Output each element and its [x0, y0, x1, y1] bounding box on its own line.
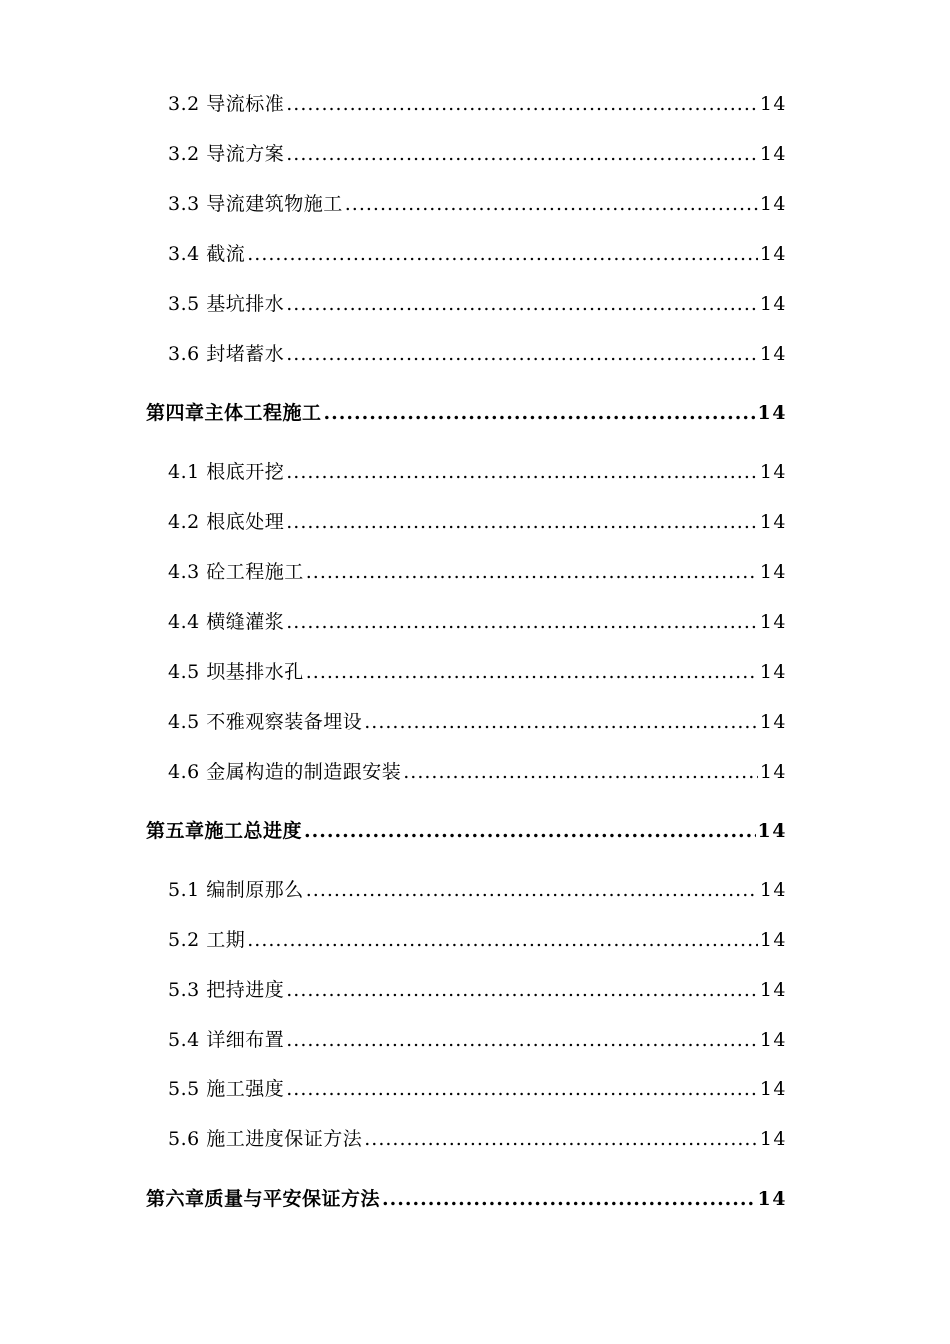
toc-entry-title: 5.2 工期: [168, 929, 246, 951]
toc-entry-page: 14: [759, 979, 787, 1001]
toc-dot-leader: [286, 458, 758, 486]
toc-dot-leader: [286, 340, 758, 368]
toc-entry-title: 4.2 根底处理: [168, 511, 285, 533]
toc-dot-leader: [286, 1075, 758, 1103]
toc-entry[interactable]: [168, 340, 787, 368]
toc-entry-page: 14: [759, 93, 787, 115]
toc-dot-leader: [403, 758, 758, 786]
toc-entry-page: 14: [757, 1188, 787, 1210]
toc-entry-page: 14: [759, 193, 787, 215]
toc-entry-title: 3.2 导流标准: [168, 93, 285, 115]
toc-entry-page: 14: [759, 293, 787, 315]
toc-dot-leader: [247, 240, 758, 268]
toc-entry-page: 14: [759, 243, 787, 265]
toc-entry-title: 第六章质量与平安保证方法: [146, 1188, 381, 1210]
toc-entry[interactable]: [168, 140, 787, 168]
toc-dot-leader: [364, 1125, 758, 1153]
toc-entry-page: 14: [757, 820, 787, 842]
toc-entry-title: 4.3 砼工程施工: [168, 561, 304, 583]
toc-entry[interactable]: [168, 608, 787, 636]
toc-entry-title: 3.5 基坑排水: [168, 293, 285, 315]
toc-entry-title: 5.6 施工进度保证方法: [168, 1128, 363, 1150]
toc-dot-leader: [247, 926, 758, 954]
toc-entry[interactable]: [168, 508, 787, 536]
toc-entry[interactable]: [168, 976, 787, 1004]
toc-dot-leader: [306, 876, 758, 904]
toc-dot-leader: [286, 608, 758, 636]
toc-entry[interactable]: [168, 708, 787, 736]
toc-entry-page: 14: [759, 1128, 787, 1150]
toc-entry[interactable]: [168, 240, 787, 268]
toc-entry[interactable]: [168, 876, 787, 904]
toc-dot-leader: [286, 290, 758, 318]
toc-entry-title: 3.6 封堵蓄水: [168, 343, 285, 365]
toc-entry-page: 14: [757, 402, 787, 424]
toc-dot-leader: [324, 399, 756, 427]
toc-entry[interactable]: [168, 558, 787, 586]
toc-entry-title: 5.5 施工强度: [168, 1078, 285, 1100]
toc-entry-page: 14: [759, 929, 787, 951]
toc-entry-page: 14: [759, 461, 787, 483]
toc-dot-leader: [364, 708, 758, 736]
toc-entry-title: 4.4 横缝灌浆: [168, 611, 285, 633]
toc-dot-leader: [286, 90, 758, 118]
toc-dot-leader: [286, 508, 758, 536]
toc-entry-page: 14: [759, 343, 787, 365]
toc-entry-page: 14: [759, 561, 787, 583]
toc-entry-title: 4.1 根底开挖: [168, 461, 285, 483]
toc-entry-page: 14: [759, 761, 787, 783]
toc-dot-leader: [304, 817, 756, 845]
toc-chapter-entry[interactable]: [146, 399, 787, 427]
toc-entry-title: 5.4 详细布置: [168, 1029, 285, 1051]
toc-entry[interactable]: [168, 190, 787, 218]
toc-entry-title: 3.3 导流建筑物施工: [168, 193, 343, 215]
toc-entry-page: 14: [759, 711, 787, 733]
toc-entry[interactable]: [168, 658, 787, 686]
toc-entry-page: 14: [759, 661, 787, 683]
toc-dot-leader: [286, 1026, 758, 1054]
toc-entry-title: 第五章施工总进度: [146, 820, 303, 842]
toc-entry-title: 4.6 金属构造的制造跟安装: [168, 761, 402, 783]
toc-entry-page: 14: [759, 511, 787, 533]
toc-entry-title: 4.5 不雅观察装备埋设: [168, 711, 363, 733]
toc-entry[interactable]: [168, 1125, 787, 1153]
toc-entry[interactable]: [168, 926, 787, 954]
toc-entry-title: 5.3 把持进度: [168, 979, 285, 1001]
toc-entry[interactable]: [168, 1026, 787, 1054]
toc-entry-page: 14: [759, 1078, 787, 1100]
toc-dot-leader: [345, 190, 758, 218]
toc-entry-page: 14: [759, 1029, 787, 1051]
toc-dot-leader: [286, 976, 758, 1004]
toc-entry-page: 14: [759, 143, 787, 165]
toc-entry-page: 14: [759, 879, 787, 901]
toc-chapter-entry[interactable]: [146, 1185, 787, 1213]
toc-dot-leader: [306, 558, 758, 586]
toc-entry[interactable]: [168, 90, 787, 118]
toc-entry-page: 14: [759, 611, 787, 633]
toc-dot-leader: [382, 1185, 756, 1213]
toc-entry-title: 5.1 编制原那么: [168, 879, 304, 901]
toc-dot-leader: [286, 140, 758, 168]
toc-entry-title: 3.2 导流方案: [168, 143, 285, 165]
toc-entry-title: 4.5 坝基排水孔: [168, 661, 304, 683]
toc-chapter-entry[interactable]: [146, 817, 787, 845]
toc-entry[interactable]: [168, 458, 787, 486]
toc-entry[interactable]: [168, 1075, 787, 1103]
toc-entry-title: 第四章主体工程施工: [146, 402, 322, 424]
toc-entry[interactable]: [168, 290, 787, 318]
toc-dot-leader: [306, 658, 758, 686]
toc-entry[interactable]: [168, 758, 787, 786]
toc-entry-title: 3.4 截流: [168, 243, 246, 265]
